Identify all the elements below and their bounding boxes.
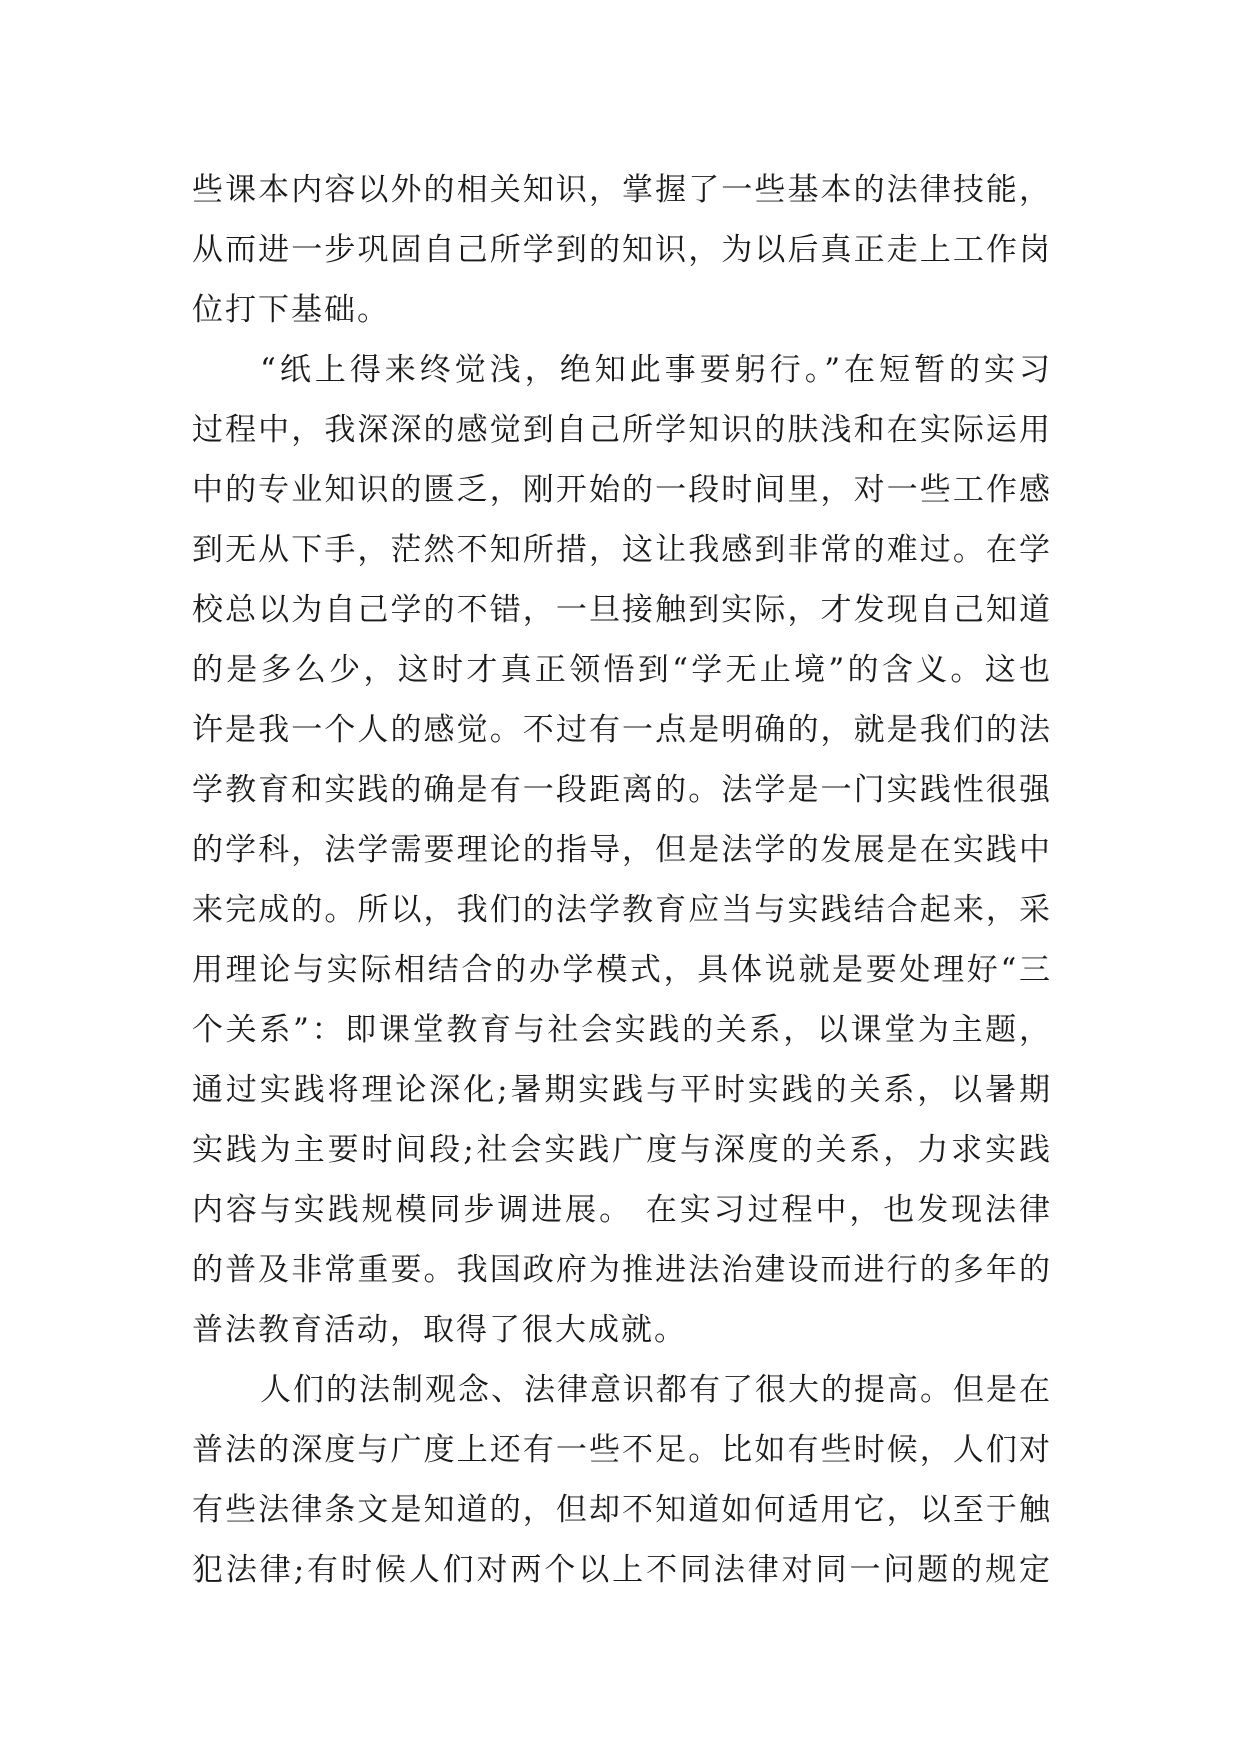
text-line: 内容与实践规模同步调进展。 在实习过程中，也发现法律 — [192, 1192, 1052, 1228]
text-line: 的学科，法学需要理论的指导，但是法学的发展是在实践中 — [192, 832, 1052, 868]
text-line: 的是多么少，这时才真正领悟到“学无止境”的含义。这也 — [192, 652, 1052, 688]
paragraph-2 — [192, 340, 1052, 1360]
text-line: 过程中，我深深的感觉到自己所学知识的肤浅和在实际运用 — [192, 412, 1052, 448]
text-line: 校总以为自己学的不错，一旦接触到实际，才发现自己知道 — [192, 592, 1052, 628]
paragraph-1 — [192, 160, 1052, 340]
text-line: 实践为主要时间段;社会实践广度与深度的关系，力求实践 — [192, 1132, 1052, 1168]
paragraph-3 — [192, 1360, 1052, 1600]
document-body — [192, 160, 1052, 1600]
text-line: 位打下基础。 — [192, 292, 390, 328]
text-line: 犯法律;有时候人们对两个以上不同法律对同一问题的规定 — [192, 1552, 1052, 1588]
text-line: 来完成的。所以，我们的法学教育应当与实践结合起来，采 — [192, 892, 1052, 928]
text-line: 的普及非常重要。我国政府为推进法治建设而进行的多年的 — [192, 1252, 1052, 1288]
text-line: 普法的深度与广度上还有一些不足。比如有些时候，人们对 — [192, 1432, 1052, 1468]
text-line: 个关系”：即课堂教育与社会实践的关系，以课堂为主题， — [192, 1012, 1052, 1048]
text-line: 许是我一个人的感觉。不过有一点是明确的，就是我们的法 — [192, 712, 1052, 748]
text-line: 从而进一步巩固自己所学到的知识，为以后真正走上工作岗 — [192, 232, 1052, 268]
text-line: 通过实践将理论深化;暑期实践与平时实践的关系，以暑期 — [192, 1072, 1052, 1108]
text-line: 到无从下手，茫然不知所措，这让我感到非常的难过。在学 — [192, 532, 1052, 568]
text-line: 用理论与实际相结合的办学模式，具体说就是要处理好“三 — [192, 952, 1052, 988]
text-line: 普法教育活动，取得了很大成就。 — [192, 1312, 687, 1348]
text-line: 些课本内容以外的相关知识，掌握了一些基本的法律技能， — [192, 172, 1052, 208]
text-line: 学教育和实践的确是有一段距离的。法学是一门实践性很强 — [192, 772, 1052, 808]
text-line: 有些法律条文是知道的，但却不知道如何适用它，以至于触 — [192, 1492, 1052, 1528]
text-line: 中的专业知识的匮乏，刚开始的一段时间里，对一些工作感 — [192, 472, 1052, 508]
text-line: 人们的法制观念、法律意识都有了很大的提高。但是在 — [260, 1372, 1052, 1408]
text-line: “纸上得来终觉浅，绝知此事要躬行。”在短暂的实习 — [260, 352, 1052, 388]
